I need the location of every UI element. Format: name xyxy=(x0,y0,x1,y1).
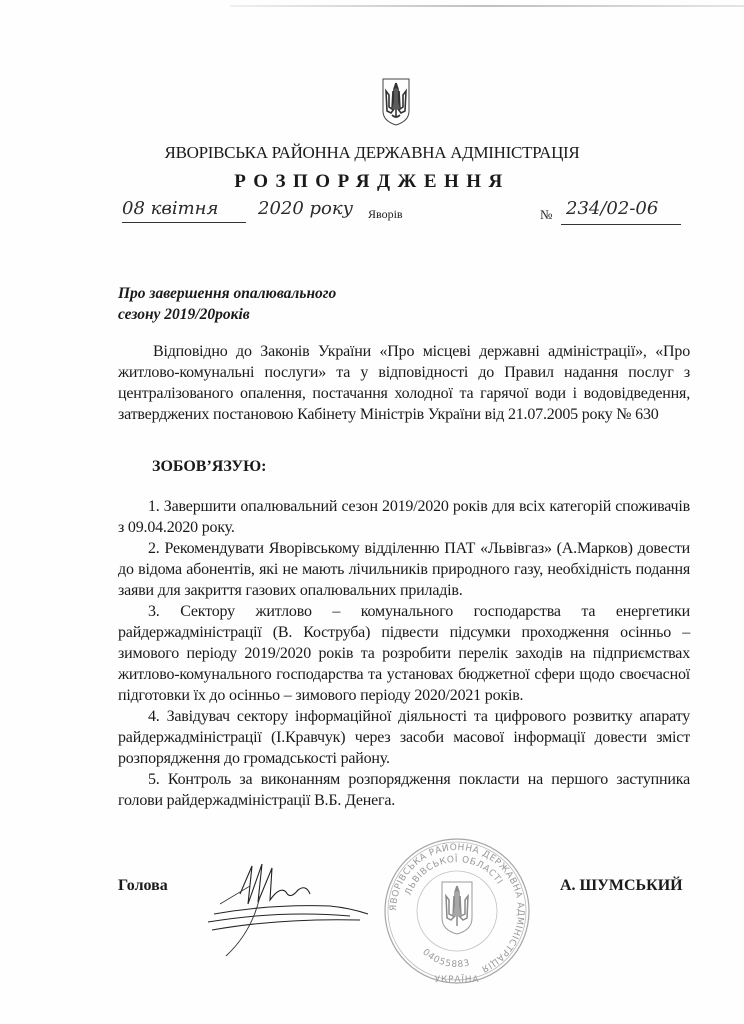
organization-title: ЯВОРІВСЬКА РАЙОННА ДЕРЖАВНА АДМІНІСТРАЦІЯ xyxy=(164,143,580,162)
subject-line-2: сезону 2019/20років xyxy=(118,306,250,323)
handwritten-number: 234/02-06 xyxy=(566,198,659,219)
order-item: 1. Завершити опалювальний сезон 2019/2020 років для всіх категорій споживачів з 09.04.2020 року. xyxy=(118,498,690,536)
order-item: 4. Завідувач сектору інформаційної діяльності та цифрового розвитку апарату райдержадміністрації (І.Кравчук) через засоби масової інформації довести зміст розпорядження до громадськості району. xyxy=(118,708,690,767)
official-stamp xyxy=(382,836,532,986)
city-label: Яворів xyxy=(368,207,403,221)
stamp-country: УКРАЇНА xyxy=(434,975,480,985)
trident-icon xyxy=(381,77,411,127)
number-sign: № xyxy=(540,207,553,222)
order-item: 5. Контроль за виконанням розпорядження покласти на першого заступника голови райдержадміністрації В.Б. Денега. xyxy=(118,771,690,809)
document-subject xyxy=(118,283,336,325)
signatory-role: Голова xyxy=(118,877,168,894)
obliged-heading: ЗОБОВ’ЯЗУЮ: xyxy=(152,458,267,475)
order-item: 2. Рекомендувати Яворівському відділенню ПАТ «Львівгаз» (А.Марков) довести до відома абонентів, які не мають лічильників природного газу, необхідність подання заяви для закриття газових опалювальних приладів. xyxy=(118,540,690,599)
order-item: 3. Сектору житлово – комунального господарства та енергетики райдержадміністрації (В. Коструба) підвести підсумки проходження осінньо – зимового періоду 2019/2020 років та розробити перелік заходів на підприємствах житлово-комунального господарства та установах бюджетної сфери щодо своєчасної підготовки їх до осінньо – зимового періоду 2020/2021 років. xyxy=(118,603,690,704)
stamp-outer-text: ЯВОРІВСЬКА РАЙОННА ДЕРЖАВНА АДМІНІСТРАЦІЯ xyxy=(388,842,526,974)
stamp-code: 04055883 xyxy=(420,947,472,971)
stamp-inner-text: ЛЬВІВСЬКОЇ ОБЛАСТІ xyxy=(403,854,505,897)
subject-line-1: Про завершення опалювального xyxy=(118,285,337,302)
preamble-paragraph: Відповідно до Законів України «Про місцеві державні адміністрації», «Про житлово-комунальні послуги» та у відповідності до Правил надання послуг з централізованого опалення, постачання холодної та гарячої води і водовідведення, затверджених постановою Кабінету Міністрів України від 21.07.2005 року № 630 xyxy=(118,343,690,423)
handwritten-date: 08 квітня xyxy=(122,198,219,219)
date-field xyxy=(122,198,252,219)
date-underline xyxy=(122,222,246,223)
handwritten-signature xyxy=(200,858,370,958)
signatory-name: А. ШУМСЬКИЙ xyxy=(560,877,683,894)
number-underline xyxy=(561,224,681,225)
handwritten-year: 2020 року xyxy=(258,198,354,219)
trident-icon xyxy=(442,882,472,934)
document-type-heading: РОЗПОРЯДЖЕННЯ xyxy=(234,171,510,192)
scan-artifact-line xyxy=(230,5,744,7)
order-items-list xyxy=(118,496,690,811)
